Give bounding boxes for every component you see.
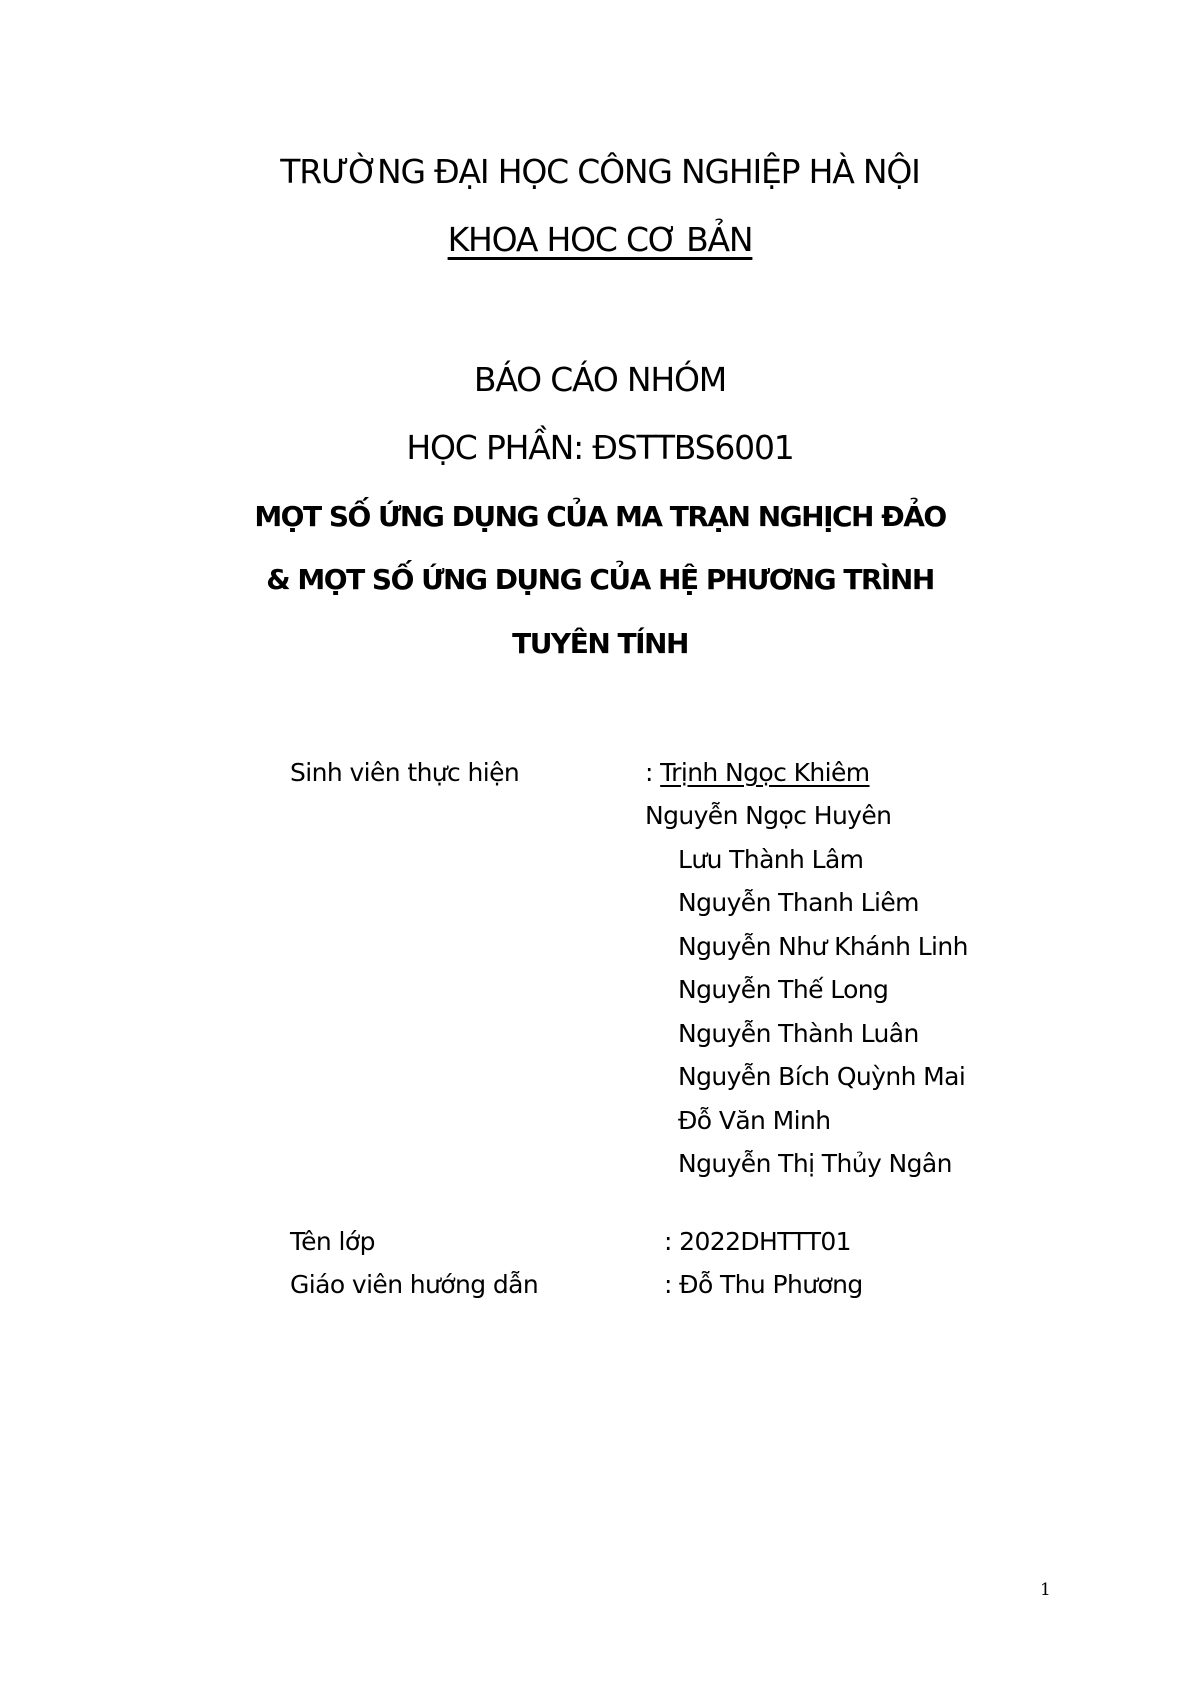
member-item: Nguyễn Thanh Liêm: [678, 888, 919, 917]
report-topic-line-2: & MỌT SỐ ỨNG DỤNG CỦA HỆ PHƯƠNG TRÌNH: [266, 563, 934, 596]
member-item: Nguyễn Thành Luân: [678, 1019, 919, 1048]
faculty-name: KHOA HOC CƠ BẢN: [447, 220, 753, 259]
school-name: TRƯỜNG ĐẠI HỌC CÔNG NGHIỆP HÀ NỘI: [280, 152, 920, 191]
member-item: Nguyễn Như Khánh Linh: [678, 932, 968, 961]
faculty-name-line: [0, 220, 1200, 259]
report-type: BÁO CÁO NHÓM: [473, 360, 727, 399]
member-item: Nguyễn Thị Thủy Ngân: [678, 1149, 952, 1178]
students-label: Sinh viên thực hiện: [290, 758, 520, 787]
member-item: Nguyễn Bích Quỳnh Mai: [678, 1062, 966, 1091]
students-colon: :: [645, 758, 661, 787]
member-item: Đỗ Văn Minh: [678, 1106, 831, 1135]
report-topic-line-1: MỌT SỐ ỨNG DỤNG CỦA MA TRẠN NGHỊCH ĐẢO: [254, 500, 946, 533]
page-number: 1: [1040, 1580, 1051, 1600]
advisor-label: Giáo viên hướng dẫn: [290, 1270, 539, 1299]
class-value: : 2022DHTTT01: [664, 1227, 851, 1256]
course-code: HỌC PHẦN: ĐSTTBS6001: [406, 428, 794, 467]
advisor-value: : Đỗ Thu Phương: [664, 1270, 863, 1299]
member-item: Lưu Thành Lâm: [678, 845, 864, 874]
class-label: Tên lớp: [290, 1227, 375, 1256]
member-item: Nguyễn Ngọc Huyên: [645, 801, 892, 830]
group-leader: Trịnh Ngọc Khiêm: [660, 758, 870, 787]
report-topic-line-3: TUYÊN TÍNH: [512, 627, 688, 660]
students-leader-row: [645, 758, 870, 787]
member-item: Nguyễn Thế Long: [678, 975, 889, 1004]
